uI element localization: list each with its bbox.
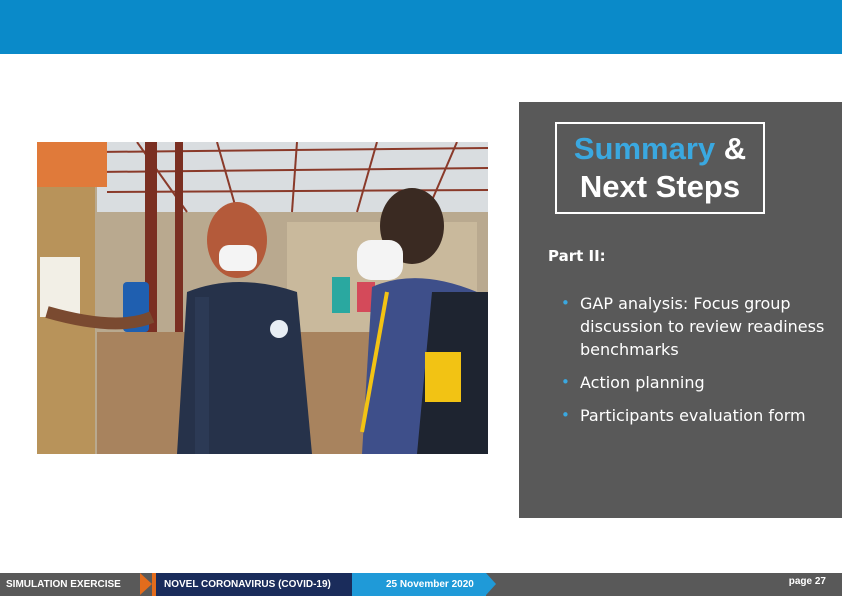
bullet-item: • Participants evaluation form (561, 404, 831, 427)
footer-orange-edge (152, 573, 156, 596)
bullet-list (561, 292, 831, 437)
footer-arrow-blue (486, 573, 496, 595)
header-bar (0, 0, 842, 54)
bullet-item: • GAP analysis: Focus group discussion to review readiness benchmarks (561, 292, 831, 361)
footer-arrow-orange (140, 573, 152, 595)
title-accent: Summary (573, 131, 716, 166)
page-number: page 27 (788, 576, 826, 587)
footer-bar (0, 573, 842, 596)
summary-panel (519, 102, 842, 518)
slide-title (555, 122, 765, 214)
bullet-item: • Action planning (561, 371, 831, 394)
part-label: Part II: (548, 247, 606, 265)
footer-label: SIMULATION EXERCISE (0, 573, 152, 596)
title-line2: Next Steps (579, 169, 741, 204)
field-photo (37, 142, 488, 454)
footer-topic: NOVEL CORONAVIRUS (COVID-19) (152, 573, 352, 596)
title-ampersand: & (715, 131, 747, 166)
footer-date: 25 November 2020 (352, 573, 486, 596)
